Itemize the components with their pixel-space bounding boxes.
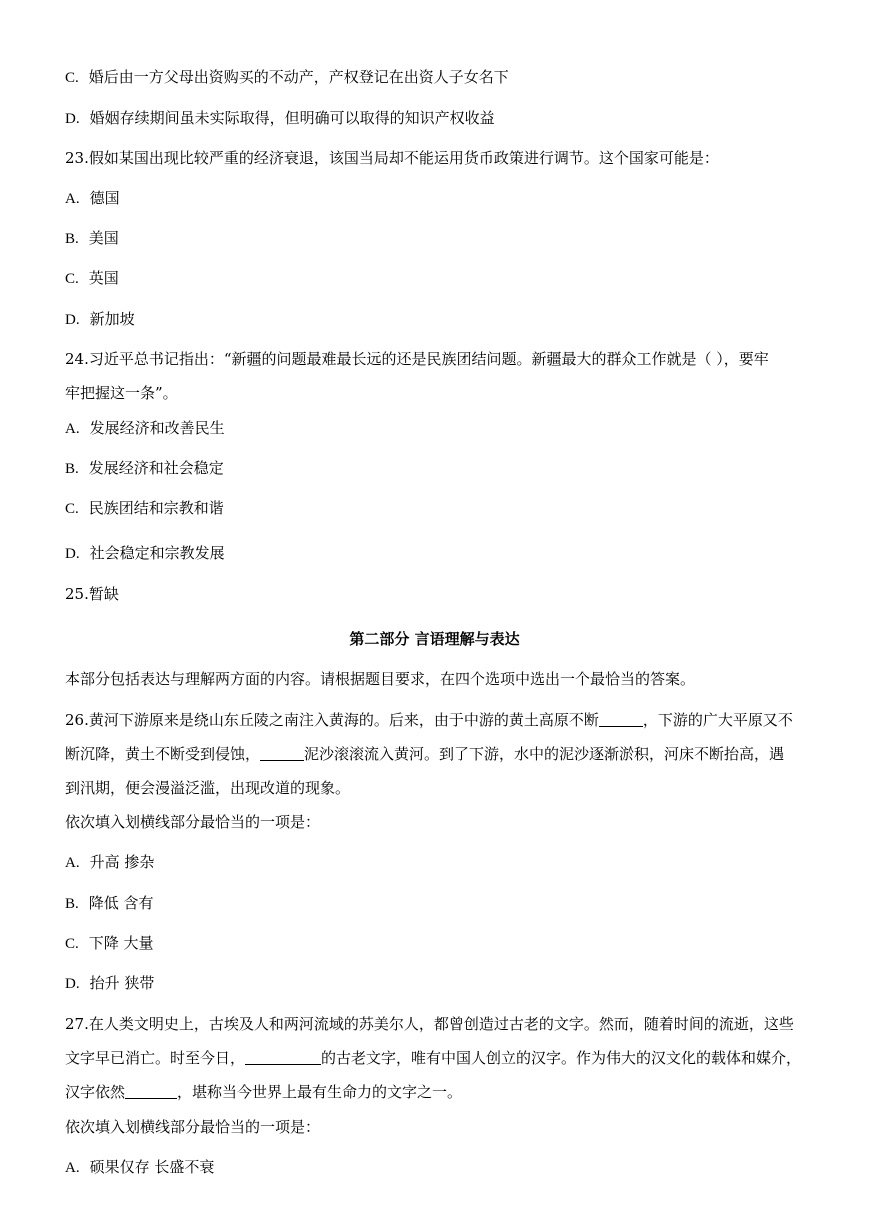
q27-stem-line1: 27.在人类文明史上，古埃及人和两河流域的苏美尔人，都曾创造过古老的文字。然而，随着时间的流逝，这些 [65, 1015, 794, 1033]
q24-option-c: C. 民族团结和宗教和谐 [65, 499, 224, 517]
section-intro: 本部分包括表达与理解两方面的内容。请根据题目要求，在四个选项中选出一个最恰当的答案。 [65, 670, 696, 688]
q24-stem-line1: 24.习近平总书记指出：“新疆的问题最难最长远的还是民族团结问题。新疆最大的群众工作就是（ ），要牢 [65, 350, 769, 368]
q24-option-d: D. 社会稳定和宗教发展 [65, 544, 225, 562]
blank-2 [125, 1082, 177, 1099]
q26-option-c: C. 下降 大量 [65, 934, 154, 952]
q23-stem: 23.假如某国出现比较严重的经济衰退，该国当局却不能运用货币政策进行调节。这个国家可能是： [65, 149, 719, 167]
q26-option-d: D. 抬升 狭带 [65, 974, 155, 992]
q26-stem-line3: 到汛期，便会漫溢泛滥，出现改道的现象。 [65, 779, 351, 797]
blank-1 [245, 1048, 321, 1065]
q26-stem-line2: 断沉降，黄土不断受到侵蚀， 泥沙滚滚流入黄河。到了下游，水中的泥沙逐渐淤积，河床不断抬高，遇 [65, 745, 785, 763]
q26-prompt: 依次填入划横线部分最恰当的一项是： [65, 813, 321, 831]
q22-option-d: D. 婚姻存续期间虽未实际取得，但明确可以取得的知识产权收益 [65, 109, 495, 127]
q26-stem-line1: 26.黄河下游原来是绕山东丘陵之南注入黄海的。后来，由于中游的黄土高原不断 ，下游的广大平原又不 [65, 711, 793, 729]
q23-option-d: D. 新加坡 [65, 310, 135, 328]
q27-option-a: A. 硕果仅存 长盛不衰 [65, 1158, 215, 1176]
q26-option-a: A. 升高 掺杂 [65, 853, 155, 871]
q27-stem-line3: 汉字依然 ，堪称当今世界上最有生命力的文字之一。 [65, 1083, 463, 1101]
q23-option-b: B. 美国 [65, 229, 119, 247]
q25-stem: 25.暂缺 [65, 585, 119, 603]
blank-2 [260, 744, 304, 761]
q22-option-c: C. 婚后由一方父母出资购买的不动产，产权登记在出资人子女名下 [65, 68, 509, 86]
q23-option-a: A. 德国 [65, 189, 120, 207]
q23-option-c: C. 英国 [65, 269, 119, 287]
q24-option-a: A. 发展经济和改善民生 [65, 419, 225, 437]
q24-stem-line2: 牢把握这一条”。 [65, 384, 178, 402]
q27-prompt: 依次填入划横线部分最恰当的一项是： [65, 1118, 321, 1136]
q27-stem-line2: 文字早已消亡。时至今日， 的古老文字，唯有中国人创立的汉字。作为伟大的汉文化的载体和媒介， [65, 1049, 802, 1067]
section-title: 第二部分 言语理解与表达 [349, 630, 520, 648]
q26-option-b: B. 降低 含有 [65, 894, 154, 912]
q24-option-b: B. 发展经济和社会稳定 [65, 459, 224, 477]
blank-1 [599, 710, 643, 727]
